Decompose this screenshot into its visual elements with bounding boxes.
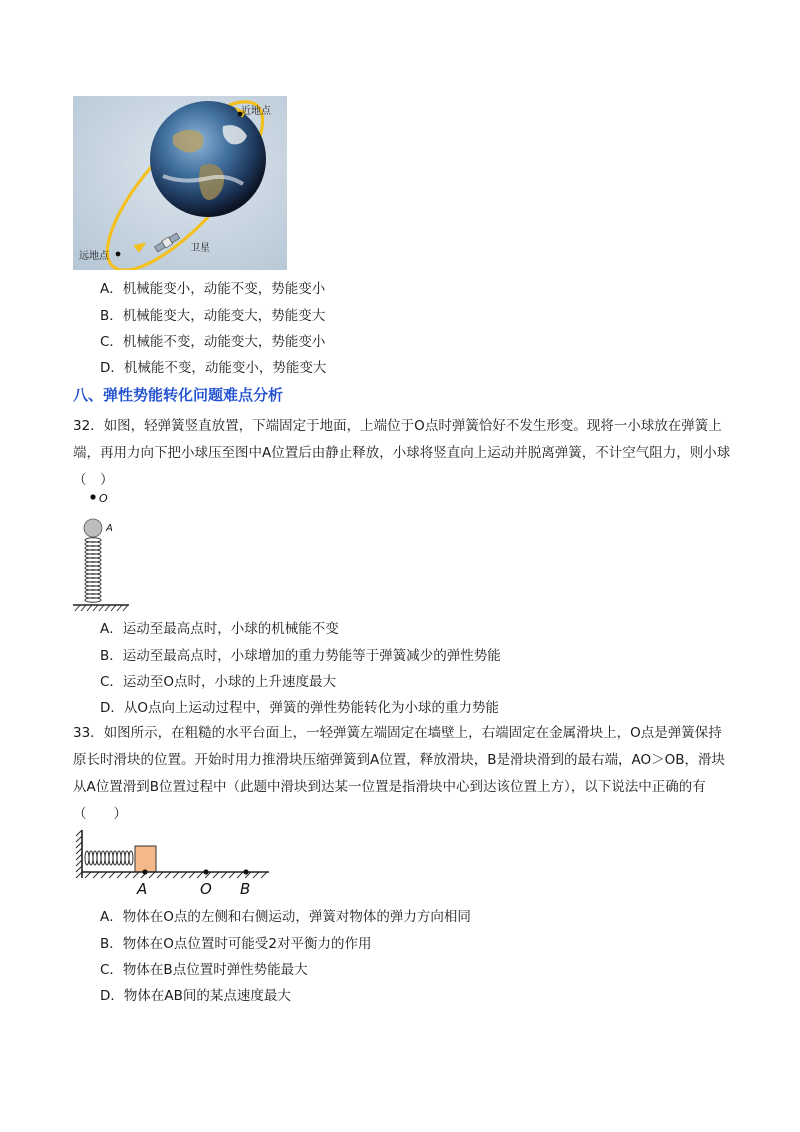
point-o-dot — [90, 494, 95, 499]
slider-block — [135, 846, 156, 872]
ball — [84, 519, 102, 537]
q31-option-a: A．机械能变小，动能不变，势能变小 — [100, 281, 326, 297]
point-o-dot — [203, 869, 208, 874]
ground-hatch — [75, 605, 128, 611]
spring-vertical-figure — [73, 488, 133, 612]
orbit-diagram — [73, 96, 287, 270]
q32-option-a: A．运动至最高点时，小球的机械能不变 — [100, 621, 339, 637]
point-b-label: B — [240, 880, 251, 898]
spring-horizontal-diagram — [73, 828, 273, 900]
wall-hatch — [76, 830, 82, 878]
q32-option-b: B．运动至最高点时，小球增加的重力势能等于弹簧减少的弹性势能 — [100, 648, 501, 664]
q33-text: 如图所示，在粗糙的水平台面上，一轻弹簧左端固定在墙壁上，右端固定在金属滑块上，O点是弹簧保持原长时滑块的位置。开始时用力推滑块压缩弹簧到A位置，释放滑块，B是滑块滑到的最右端，AO＞OB，滑块从A位置滑到B位置过程中（此题中滑块到达某一位置是指滑块中心到达该位置上方），以下说法中正确的有（ ） — [73, 725, 726, 822]
spring-horizontal-figure — [73, 828, 273, 900]
point-a-dot — [142, 869, 147, 874]
vertical-spring — [85, 538, 101, 602]
q32-stem — [73, 413, 733, 494]
point-a-label: A — [137, 880, 148, 898]
point-a-label: A — [106, 523, 113, 534]
apogee-label: 远地点 — [79, 251, 109, 262]
orbit-figure — [73, 96, 287, 270]
apogee-dot — [116, 252, 121, 257]
q33-option-c: C．物体在B点位置时弹性势能最大 — [100, 962, 308, 978]
table-hatch — [85, 872, 267, 878]
q33-option-a: A．物体在O点的左侧和右侧运动，弹簧对物体的弹力方向相同 — [100, 909, 471, 925]
q32-text: 如图，轻弹簧竖直放置，下端固定于地面，上端位于O点时弹簧恰好不发生形变。现将一小球放在弹簧上端，再用力向下把小球压至图中A位置后由静止释放，小球将竖直向上运动并脱离弹簧，不计空气阻力，则小球（ ） — [73, 418, 731, 488]
q31-option-c: C．机械能不变，动能变大，势能变小 — [100, 334, 326, 350]
point-b-dot — [243, 869, 248, 874]
q31-option-b: B．机械能变大，动能变大，势能变大 — [100, 308, 326, 324]
spring-vertical-diagram — [73, 488, 133, 612]
satellite-label: 卫星 — [190, 243, 210, 254]
point-o-label: O — [99, 492, 108, 505]
perigee-label: 近地点 — [241, 106, 271, 117]
q33-option-b: B．物体在O点位置时可能受2对平衡力的作用 — [100, 936, 372, 952]
q32-option-d: D．从O点向上运动过程中，弹簧的弹性势能转化为小球的重力势能 — [100, 700, 500, 716]
section-heading: 八、弹性势能转化问题难点分析 — [73, 386, 284, 404]
q31-option-d: D．机械能不变，动能变小，势能变大 — [100, 360, 327, 376]
q32-option-c: C．运动至O点时，小球的上升速度最大 — [100, 674, 337, 690]
horizontal-spring — [85, 851, 133, 865]
q33-option-d: D．物体在AB间的某点速度最大 — [100, 988, 291, 1004]
point-o-label: O — [200, 880, 212, 898]
q33-stem — [73, 720, 733, 828]
q33-number: 33． — [73, 725, 104, 741]
q32-number: 32． — [73, 418, 104, 434]
